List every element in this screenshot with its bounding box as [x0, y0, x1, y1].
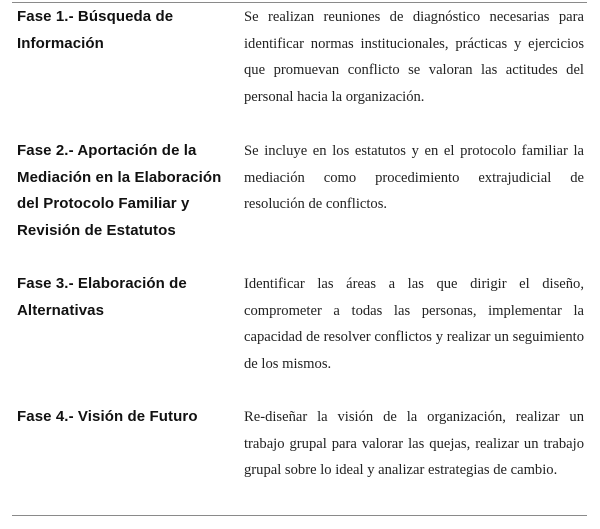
phase-title: Fase 3.- Elaboración de Alternativas: [17, 275, 187, 319]
phase-title: Fase 2.- Aportación de la Mediación en la Elaboración del Protocolo Familiar y Revisión de Estatutos: [17, 142, 222, 239]
bottom-rule: [12, 515, 587, 516]
phase-description: Se incluye en los estatutos y en el protocolo familiar la mediación como procedimiento extrajudicial de resolución de conflictos.: [244, 143, 584, 212]
phase-description: Identificar las áreas a las que dirigir el diseño, comprometer a todas las personas, implementar la capacidad de resolver conflictos y realizar un seguimiento de los mismos.: [244, 276, 584, 372]
phase-description: Se realizan reuniones de diagnóstico necesarias para identificar normas institucionales, prácticas y ejercicios que promuevan conflicto se valoran las actitudes del personal hacia la organización.: [244, 9, 584, 105]
top-rule: [12, 2, 587, 3]
phase-title: Fase 4.- Visión de Futuro: [17, 408, 198, 425]
phase-title: Fase 1.- Búsqueda de Información: [17, 8, 174, 52]
phase-description: Re-diseñar la visión de la organización, realizar un trabajo grupal para valorar las quejas, realizar un trabajo grupal sobre lo ideal y analizar estrategias de cambio.: [244, 409, 584, 478]
